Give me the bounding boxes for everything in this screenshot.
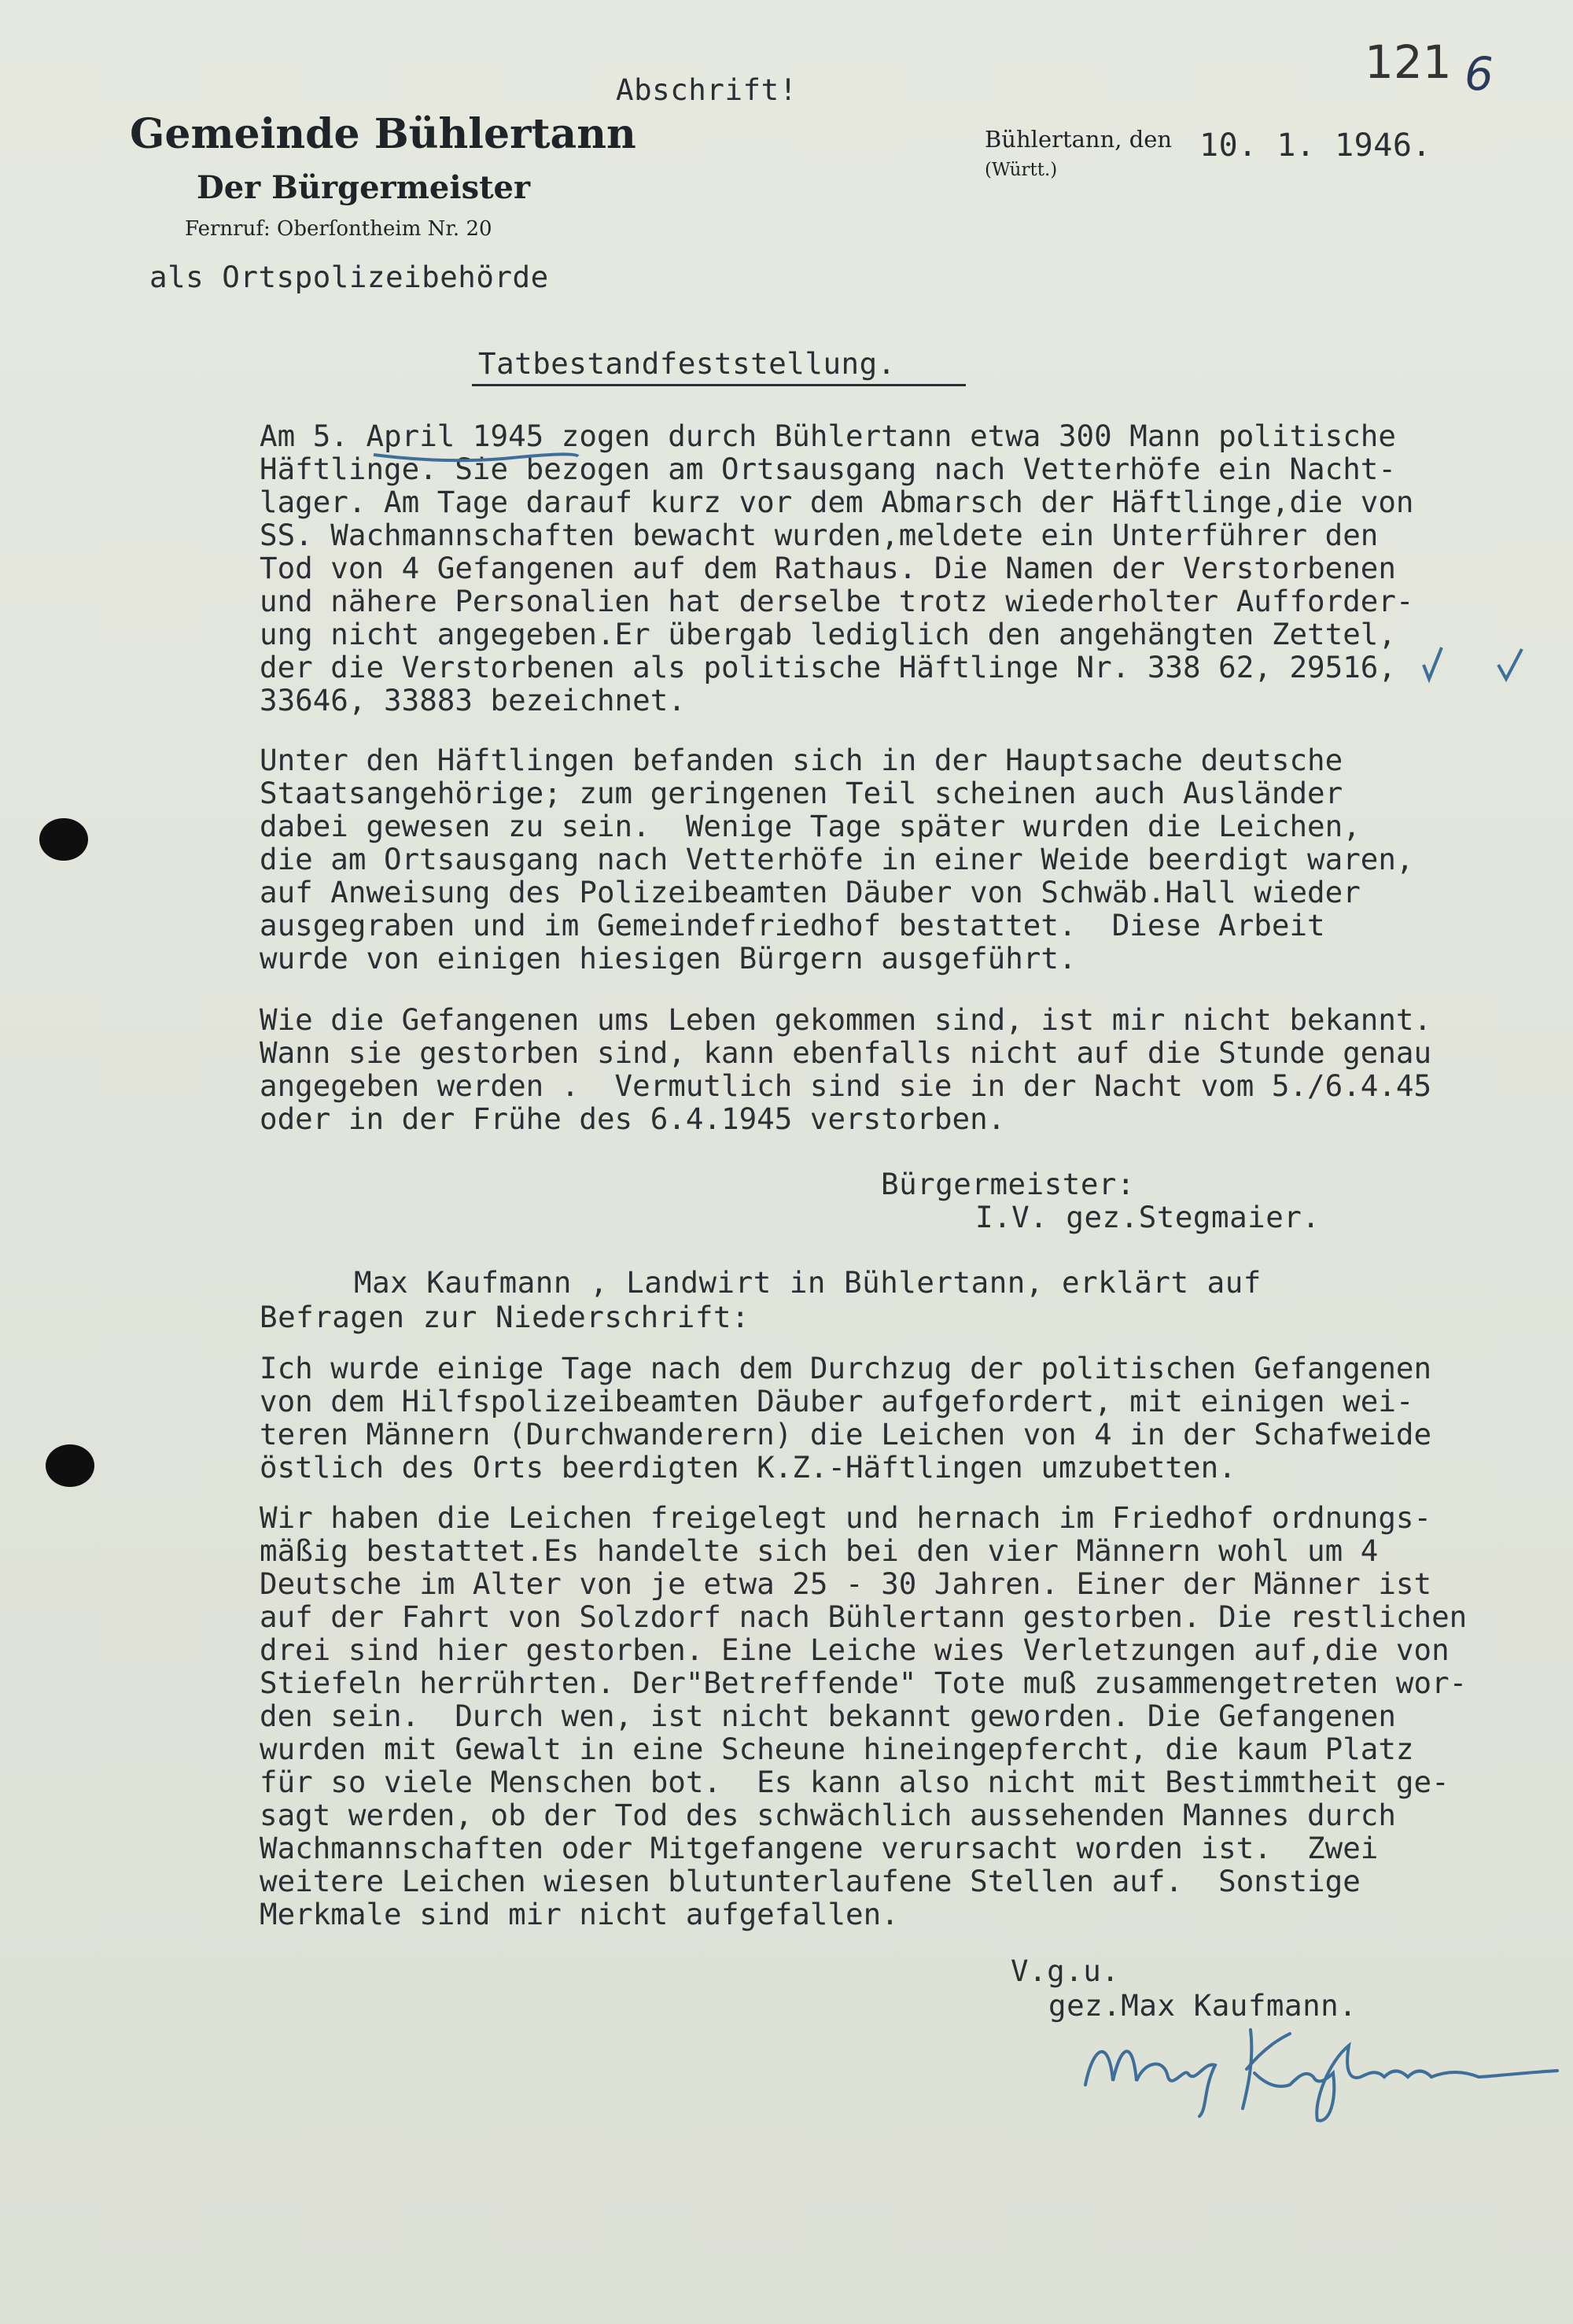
text-line: östlich des Orts beerdigten K.Z.-Häftlingen umzubetten. bbox=[260, 1450, 1236, 1485]
text-line: auf der Fahrt von Solzdorf nach Bühlertann gestorben. Die restlichen bbox=[260, 1599, 1468, 1634]
text-line: Merkmale sind mir nicht aufgefallen. bbox=[260, 1897, 899, 1931]
report-sign-name: I.V. gez.Stegmaier. bbox=[975, 1200, 1321, 1234]
text-line: Deutsche im Alter von je etwa 25 - 30 Jahren. Einer der Männer ist bbox=[260, 1566, 1432, 1601]
text-line: 33646, 33883 bezeichnet. bbox=[260, 683, 686, 717]
text-line: Ich wurde einige Tage nach dem Durchzug der politischen Gefangenen bbox=[260, 1351, 1432, 1385]
text-line: mäßig bestattet.Es handelte sich bei den vier Männern wohl um 4 bbox=[260, 1533, 1379, 1568]
text-line: von dem Hilfspolizeibeamten Däuber aufgefordert, mit einigen wei- bbox=[260, 1384, 1414, 1418]
text-line: wurden mit Gewalt in eine Scheune hineingepfercht, die kaum Platz bbox=[260, 1732, 1414, 1766]
text-line: den sein. Durch wen, ist nicht bekannt geworden. Die Gefangenen bbox=[260, 1699, 1396, 1733]
place-label: Bühlertann, den bbox=[985, 126, 1173, 153]
text-line: SS. Wachmannschaften bewacht wurden,meldete ein Unterführer den bbox=[260, 518, 1379, 552]
statement-paragraph-1 bbox=[260, 1352, 1549, 1484]
report-paragraph-3 bbox=[260, 1003, 1549, 1135]
text-line: Wann sie gestorben sind, kann ebenfalls nicht auf die Stunde genau bbox=[260, 1035, 1432, 1070]
text-line: drei sind hier gestorben. Eine Leiche wies Verletzungen auf,die von bbox=[260, 1632, 1450, 1667]
report-paragraph-2 bbox=[260, 743, 1549, 975]
org-name: Gemeinde Bühlertann bbox=[130, 110, 636, 158]
place-sub: (Württ.) bbox=[985, 160, 1058, 180]
text-line: oder in der Frühe des 6.4.1945 verstorben. bbox=[260, 1101, 1006, 1136]
phone-line: Fernruf: Oberſontheim Nr. 20 bbox=[185, 217, 492, 241]
archive-suffix: 6 bbox=[1464, 47, 1494, 101]
text-line: Unter den Häftlingen befanden sich in der Hauptsache deutsche bbox=[260, 743, 1343, 777]
punch-hole-top bbox=[39, 818, 88, 861]
text-line: und nähere Personalien hat derselbe trotz wiederholter Aufforder- bbox=[260, 584, 1414, 618]
text-line: lager. Am Tage darauf kurz vor dem Abmarsch der Häftlinge,die von bbox=[260, 485, 1414, 519]
document-title: Tatbestandfeststellung. bbox=[478, 346, 896, 381]
authority-line: als Ortspolizeibehörde bbox=[149, 260, 549, 294]
document-date: 10. 1. 1946. bbox=[1199, 127, 1431, 164]
archive-number: 121 bbox=[1365, 35, 1452, 89]
text-line: Häftlinge. Sie bezogen am Ortsausgang nach Vetterhöfe ein Nacht- bbox=[260, 452, 1396, 486]
text-line: angegeben werden . Vermutlich sind sie in der Nacht vom 5./6.4.45 bbox=[260, 1068, 1432, 1103]
text-line: für so viele Menschen bot. Es kann also nicht mit Bestimmtheit ge- bbox=[260, 1765, 1450, 1799]
text-line: Am 5. April 1945 zogen durch Bühlertann etwa 300 Mann politische bbox=[260, 419, 1396, 453]
report-sign-role: Bürgermeister: bbox=[881, 1167, 1136, 1201]
closing-name: gez.Max Kaufmann. bbox=[1048, 1988, 1357, 2023]
text-line: Staatsangehörige; zum geringenen Teil scheinen auch Ausländer bbox=[260, 776, 1343, 810]
text-line: teren Männern (Durchwanderern) die Leichen von 4 in der Schafweide bbox=[260, 1417, 1432, 1452]
text-line: die am Ortsausgang nach Vetterhöfe in einer Weide beerdigt waren, bbox=[260, 842, 1414, 876]
statement-intro-1: Max Kaufmann , Landwirt in Bühlertann, erklärt auf bbox=[354, 1265, 1262, 1300]
signature-image bbox=[1078, 2014, 1565, 2124]
text-line: Wir haben die Leichen freigelegt und hernach im Friedhof ordnungs- bbox=[260, 1500, 1432, 1535]
text-line: Wachmannschaften oder Mitgefangene verursacht worden ist. Zwei bbox=[260, 1831, 1379, 1865]
text-line: Stiefeln herrührten. Der"Betreffende" Tote muß zusammengetreten wor- bbox=[260, 1666, 1468, 1700]
text-line: dabei gewesen zu sein. Wenige Tage später wurden die Leichen, bbox=[260, 809, 1361, 843]
text-line: weitere Leichen wiesen blutunterlaufene Stellen auf. Sonstige bbox=[260, 1864, 1361, 1898]
text-line: wurde von einigen hiesigen Bürgern ausgeführt. bbox=[260, 941, 1077, 976]
text-line: Wie die Gefangenen ums Leben gekommen sind, ist mir nicht bekannt. bbox=[260, 1002, 1432, 1037]
statement-paragraph-2 bbox=[260, 1501, 1549, 1931]
text-line: der die Verstorbenen als politische Häftlinge Nr. 338 62, 29516, bbox=[260, 650, 1396, 684]
text-line: Tod von 4 Gefangenen auf dem Rathaus. Die Namen der Verstorbenen bbox=[260, 551, 1396, 585]
statement-intro-2: Befragen zur Niederschrift: bbox=[260, 1300, 750, 1334]
text-line: ausgegraben und im Gemeindefriedhof bestattet. Diese Arbeit bbox=[260, 908, 1325, 943]
text-line: auf Anweisung des Polizeibeamten Däuber von Schwäb.Hall wieder bbox=[260, 875, 1361, 909]
punch-hole-bottom bbox=[46, 1444, 94, 1487]
text-line: sagt werden, ob der Tod des schwächlich aussehenden Mannes durch bbox=[260, 1798, 1396, 1832]
closing-vgu: V.g.u. bbox=[1011, 1953, 1120, 1988]
copy-label: Abschrift! bbox=[616, 72, 798, 107]
check-marks bbox=[1420, 641, 1538, 688]
text-line: ung nicht angegeben.Er übergab lediglich den angehängten Zettel, bbox=[260, 617, 1396, 651]
title-underline bbox=[472, 384, 966, 386]
date-underline-mark bbox=[370, 441, 582, 472]
org-role: Der Bürgermeister bbox=[197, 169, 531, 206]
